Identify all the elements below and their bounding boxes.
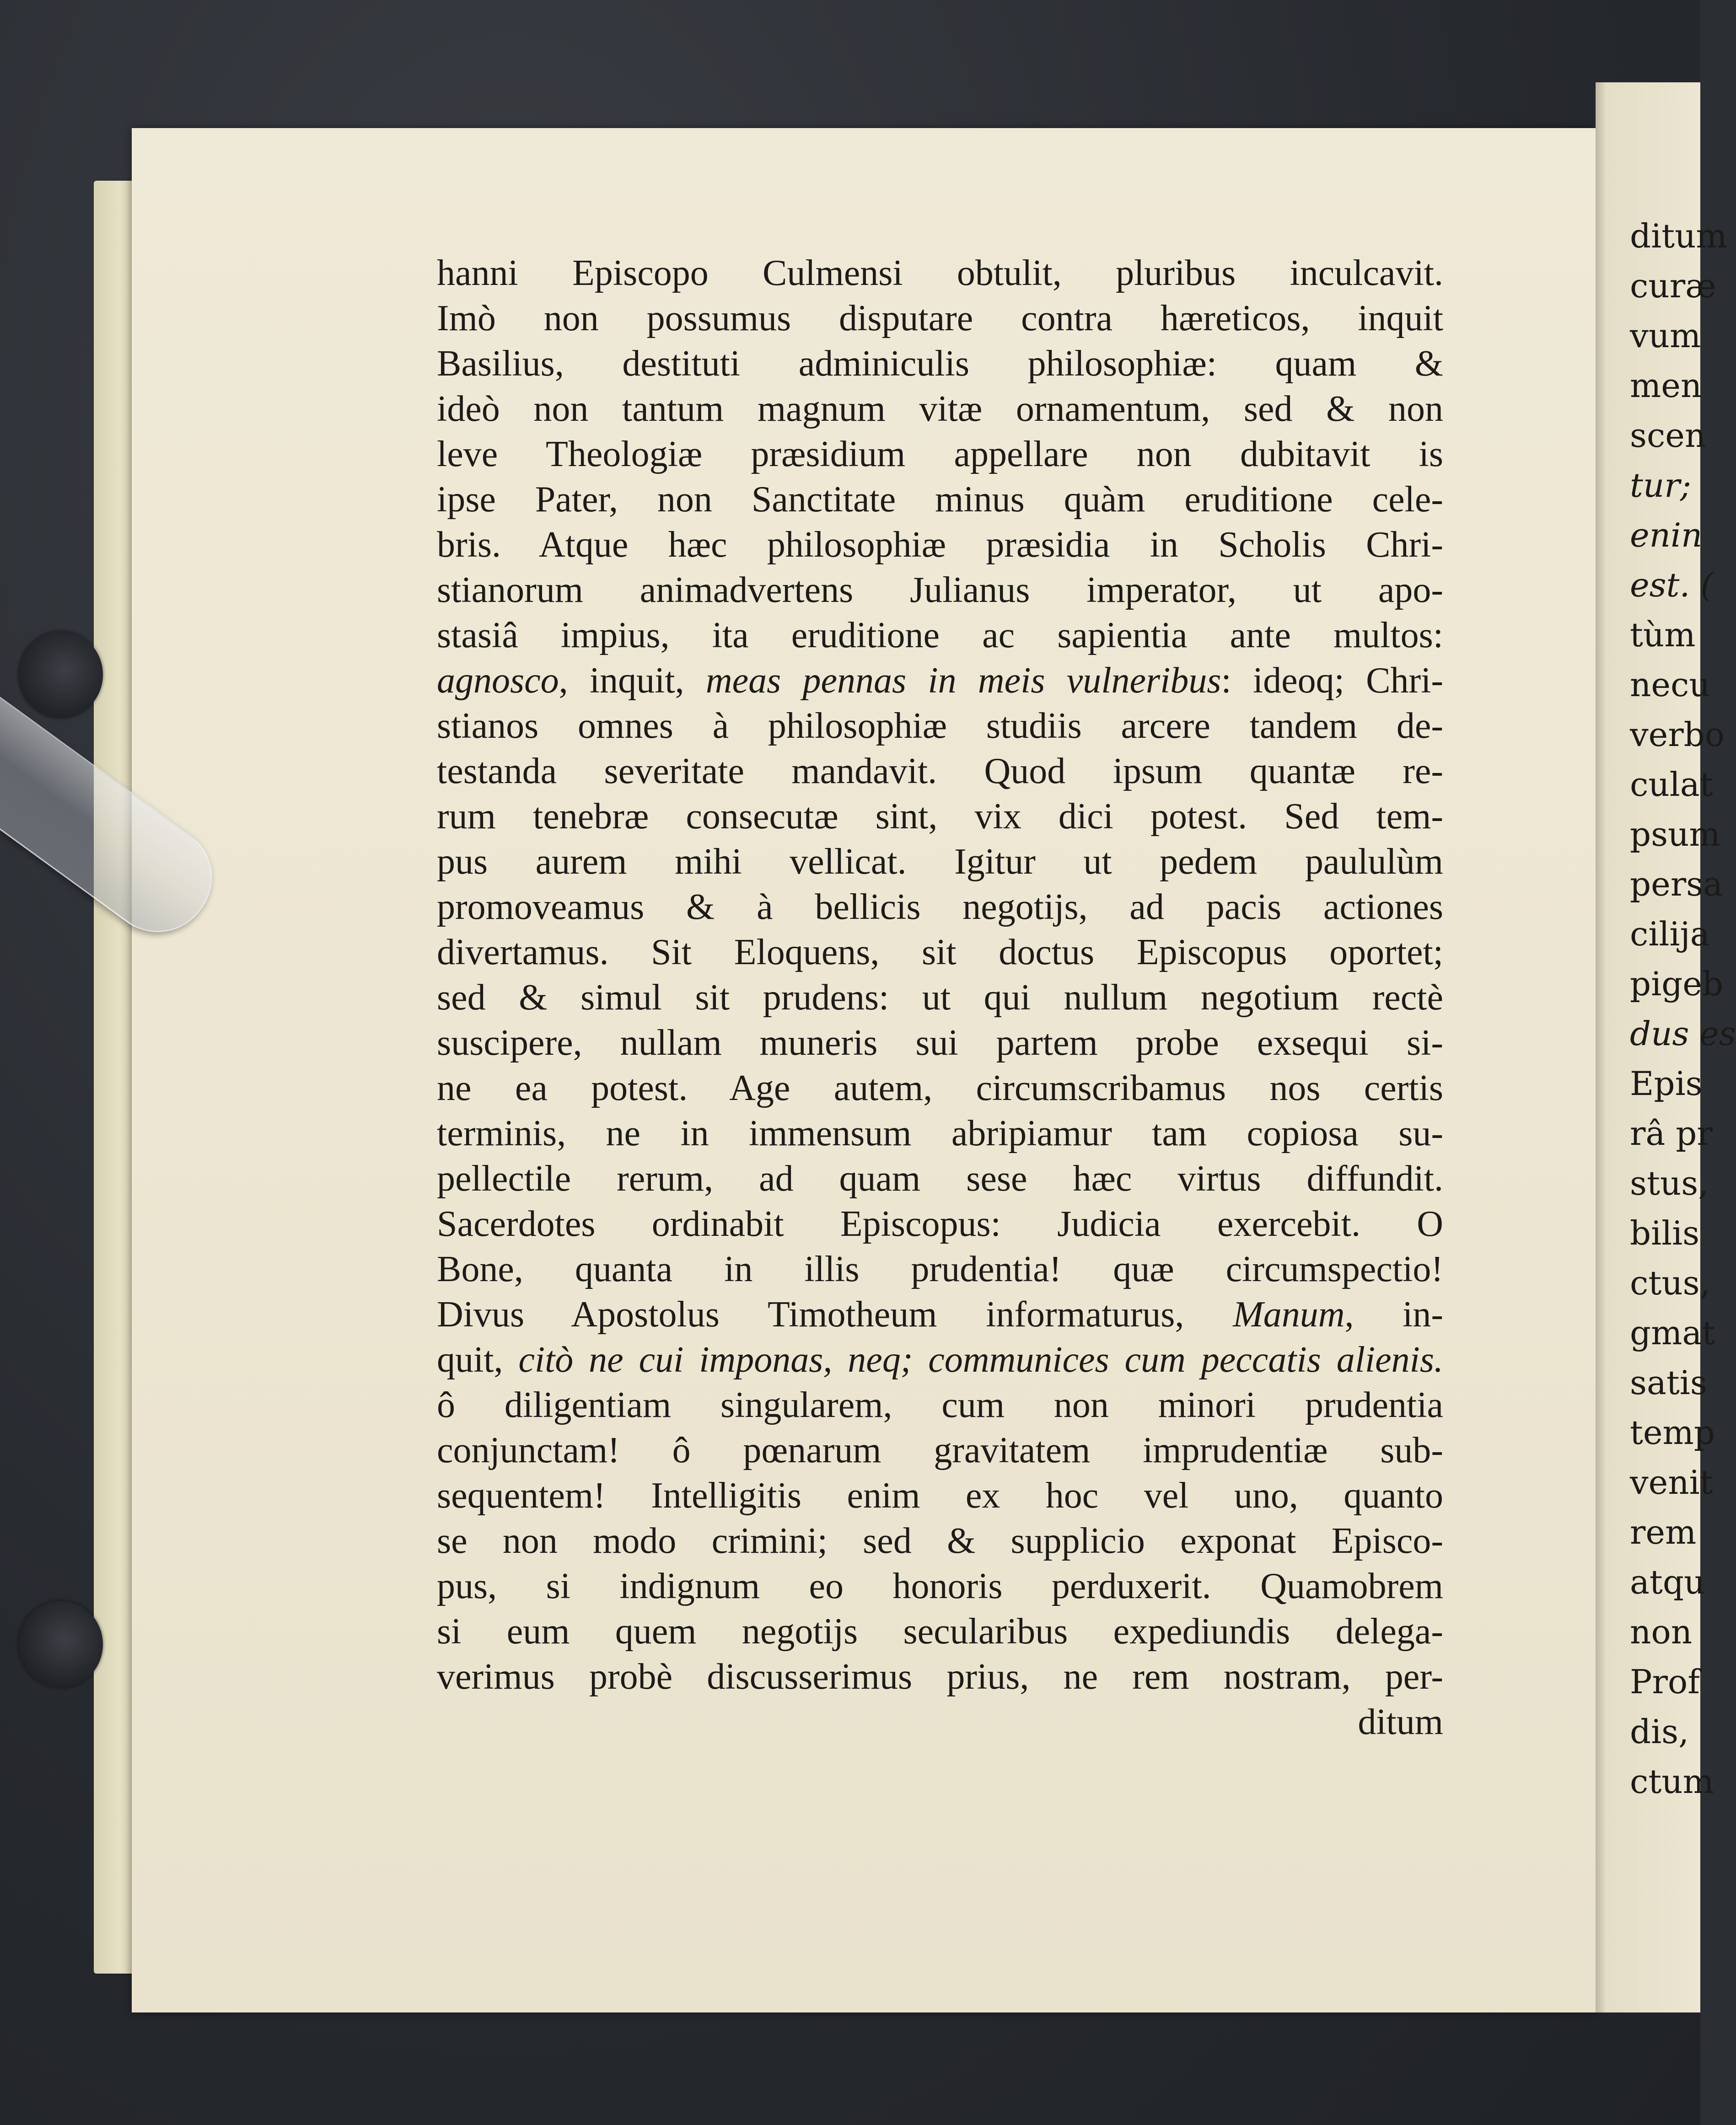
text-line <box>437 1337 1443 1383</box>
text-segment: rum tenebræ consecutæ sint, vix dici potest. Sed tem- <box>437 796 1443 837</box>
text-segment: Divus Apostolus Timotheum informaturus, <box>437 1294 1233 1335</box>
text-line <box>437 522 1443 568</box>
text-line <box>437 975 1443 1020</box>
facing-page-line: venit <box>1630 1463 1713 1502</box>
facing-page-line: curæ <box>1630 267 1716 305</box>
text-line <box>437 1202 1443 1247</box>
facing-page-line: satis <box>1630 1363 1707 1402</box>
text-segment: hanni Episcopo Culmensi obtulit, pluribus inculcavit. <box>437 253 1443 293</box>
facing-page-line: bilis <box>1630 1214 1700 1252</box>
text-line <box>437 1020 1443 1066</box>
facing-page-line: gmat <box>1630 1314 1715 1352</box>
text-segment: ditum <box>1358 1702 1443 1742</box>
facing-page-line: stus, <box>1630 1164 1709 1202</box>
text-line <box>437 613 1443 658</box>
facing-page-line: vum <box>1630 317 1701 355</box>
text-line <box>437 432 1443 477</box>
facing-page-line: dus es <box>1630 1014 1736 1053</box>
page-text-block <box>437 251 1443 1745</box>
facing-page-line: est. ( <box>1630 566 1714 604</box>
text-line <box>437 251 1443 296</box>
text-segment: testanda severitate mandavit. Quod ipsum quantæ re- <box>437 751 1443 791</box>
text-line <box>437 1111 1443 1156</box>
text-segment: divertamus. Sit Eloquens, sit doctus Episcopus oportet; <box>437 932 1443 972</box>
text-segment: sed & simul sit prudens: ut qui nullum negotium rectè <box>437 977 1443 1018</box>
facing-page-line: tùm <box>1630 616 1696 654</box>
facing-page-line: dis, <box>1630 1712 1689 1751</box>
text-segment: promoveamus & à bellicis negotijs, ad pacis actiones <box>437 887 1443 927</box>
text-segment: , in- <box>1344 1294 1443 1335</box>
facing-page-line: men <box>1630 366 1702 405</box>
text-segment: pus, si indignum eo honoris perduxerit. Quamobrem <box>437 1566 1443 1606</box>
text-line <box>437 930 1443 975</box>
facing-page-line: Epis <box>1630 1064 1703 1103</box>
italic-text-segment: agnosco <box>437 660 559 701</box>
text-segment: suscipere, nullam muneris sui partem probe exsequi si- <box>437 1023 1443 1063</box>
text-line <box>437 1654 1443 1700</box>
text-segment: stianorum animadvertens Julianus imperator, ut apo- <box>437 570 1443 610</box>
text-segment: bris. Atque hæc philosophiæ præsidia in Scholis Chri- <box>437 525 1443 565</box>
italic-text-segment: citò ne cui imponas, neq; communices cum peccatis alienis. <box>518 1340 1444 1380</box>
facing-page-line: rem <box>1630 1513 1697 1551</box>
facing-page-line: pigeb <box>1630 965 1723 1003</box>
facing-page-line: temp <box>1630 1413 1715 1452</box>
text-segment: se non modo crimini; sed & supplicio exponat Episco- <box>437 1521 1443 1561</box>
text-segment: : ideoq; Chri- <box>1221 660 1443 701</box>
text-line <box>437 703 1443 749</box>
text-segment: pellectile rerum, ad quam sese hæc virtus diffundit. <box>437 1159 1443 1199</box>
text-line <box>437 1292 1443 1337</box>
text-segment: pus aurem mihi vellicat. Igitur ut pedem paululùm <box>437 842 1443 882</box>
text-line <box>437 1700 1443 1745</box>
facing-page-edge <box>1596 82 1736 2012</box>
facing-page-line: atqu <box>1630 1563 1705 1601</box>
text-line <box>437 885 1443 930</box>
text-segment: conjunctam! ô pœnarum gravitatem imprudentiæ sub- <box>437 1430 1443 1470</box>
text-segment: Basilius, destituti adminiculis philosophiæ: quam & <box>437 343 1443 384</box>
text-line <box>437 1609 1443 1654</box>
text-segment: sequentem! Intelligitis enim ex hoc vel uno, quanto <box>437 1476 1443 1516</box>
text-segment: Imò non possumus disputare contra hæreticos, inquit <box>437 298 1443 338</box>
text-segment: verimus probè discusserimus prius, ne rem nostram, per- <box>437 1657 1443 1697</box>
text-line <box>437 1247 1443 1292</box>
facing-page-line: ctum <box>1630 1762 1714 1801</box>
text-segment: ne ea potest. Age autem, circumscribamus nos certis <box>437 1068 1443 1108</box>
book-clip-lower <box>18 1601 103 1688</box>
text-line <box>437 1564 1443 1609</box>
text-segment: ideò non tantum magnum vitæ ornamentum, sed & non <box>437 389 1443 429</box>
text-segment: leve Theologiæ præsidium appellare non dubitavit is <box>437 434 1443 474</box>
italic-text-segment: Manum <box>1233 1294 1345 1335</box>
text-segment: stianos omnes à philosophiæ studiis arcere tandem de- <box>437 706 1443 746</box>
text-line <box>437 839 1443 885</box>
text-line <box>437 794 1443 839</box>
facing-page-line: Prof <box>1630 1663 1700 1701</box>
text-line <box>437 1156 1443 1202</box>
text-segment: stasiâ impius, ita eruditione ac sapientia ante multos: <box>437 615 1443 655</box>
text-line <box>437 296 1443 341</box>
text-line <box>437 1428 1443 1473</box>
text-segment: terminis, ne in immensum abripiamur tam copiosa su- <box>437 1113 1443 1154</box>
text-line <box>437 1473 1443 1519</box>
text-line <box>437 341 1443 386</box>
facing-page-line: verbo <box>1630 715 1725 754</box>
text-segment: si eum quem negotijs secularibus expediundis delega- <box>437 1611 1443 1652</box>
text-line <box>437 1066 1443 1111</box>
facing-page-line: persa <box>1630 865 1723 903</box>
facing-page-line: non <box>1630 1613 1693 1651</box>
facing-page-line: râ pr <box>1630 1114 1713 1153</box>
text-segment: ô diligentiam singularem, cum non minori prudentia <box>437 1385 1443 1425</box>
facing-page-line: necu <box>1630 665 1710 704</box>
text-line <box>437 477 1443 522</box>
facing-page-line: ctus, <box>1630 1264 1710 1302</box>
text-segment: Bone, quanta in illis prudentia! quæ circumspectio! <box>437 1249 1443 1289</box>
text-segment: , inquit, <box>559 660 706 701</box>
text-line <box>437 1383 1443 1428</box>
facing-page-line: scen <box>1630 416 1706 455</box>
facing-page-line: psum <box>1630 815 1720 853</box>
text-segment: Sacerdotes ordinabit Episcopus: Judicia exercebit. O <box>437 1204 1443 1244</box>
italic-text-segment: meas pennas in meis vulneribus <box>705 660 1221 701</box>
text-line <box>437 658 1443 703</box>
text-line <box>437 749 1443 794</box>
text-segment: ipse Pater, non Sanctitate minus quàm eruditione cele- <box>437 479 1443 520</box>
facing-page-line: enin <box>1630 516 1703 554</box>
text-line <box>437 1519 1443 1564</box>
facing-page-line: culat <box>1630 765 1713 804</box>
text-segment: quit, <box>437 1340 519 1380</box>
facing-page-line: ditum <box>1630 217 1727 255</box>
facing-page-line: tur; <box>1630 466 1691 504</box>
text-line <box>437 386 1443 432</box>
facing-page-line: cilija <box>1630 915 1710 953</box>
text-line <box>437 568 1443 613</box>
book-clip-upper <box>18 631 103 718</box>
